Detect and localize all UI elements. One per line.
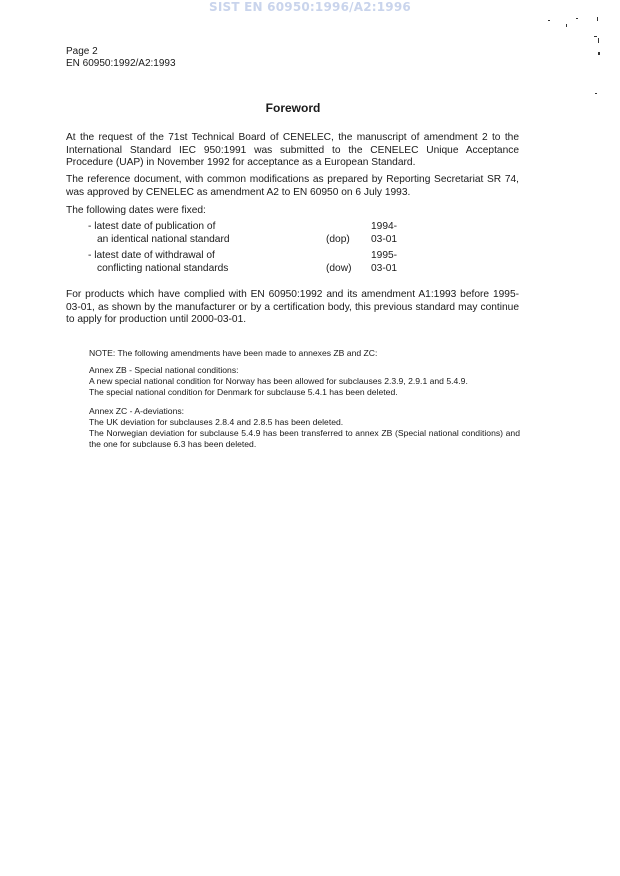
note-intro: NOTE: The following amendments have been made to annexes ZB and ZC: — [89, 348, 378, 358]
scan-mark — [598, 38, 599, 43]
date-description-line: - latest date of withdrawal of — [88, 250, 215, 261]
date-row-dow — [88, 250, 398, 275]
date-abbreviation: (dow) — [326, 262, 352, 274]
date-value: 1994-03-01 — [371, 221, 398, 245]
annex-item: The Norwegian deviation for subclause 5.4.9 has been transferred to annex ZB (Special national conditions) and the one for subclause 6.3 has been deleted. — [89, 428, 520, 449]
document-reference: EN 60950:1992/A2:1993 — [66, 58, 176, 69]
date-value: 1995-03-01 — [371, 250, 398, 274]
scan-mark — [548, 20, 550, 21]
paragraph-text: The reference document, with common modifications as prepared by Reporting Secretariat SR 74, was approved by CENELEC as amendment A2 to EN 60950 on 6 July 1993. — [66, 174, 519, 198]
paragraph-transition — [66, 289, 519, 327]
annex-heading: Annex ZB - Special national conditions: — [89, 365, 239, 375]
scan-mark — [566, 24, 567, 27]
date-description-line: an identical national standard — [97, 233, 230, 245]
date-row-dop — [88, 221, 398, 246]
paragraph-uap — [66, 132, 519, 170]
scan-mark — [597, 17, 598, 21]
annex-item: The special national condition for Denmark for subclause 5.4.1 has been deleted. — [89, 387, 398, 397]
paragraph-text: At the request of the 71st Technical Board of CENELEC, the manuscript of amendment 2 to the International Standard IEC 950:1991 was submitted to the CENELEC Unique Acceptance Procedure (UAP) in November 1992 for acceptance as a European Standard. — [66, 132, 519, 168]
date-description — [88, 221, 318, 246]
scan-mark — [576, 18, 578, 19]
date-description — [88, 250, 318, 275]
scan-mark — [594, 36, 597, 37]
watermark: SIST EN 60950:1996/A2:1996 — [209, 0, 411, 14]
annex-zb-block — [89, 365, 520, 398]
annex-zc-block — [89, 406, 520, 450]
page-number: Page 2 — [66, 46, 98, 57]
page-header — [66, 46, 176, 70]
page-title: Foreword — [265, 101, 321, 115]
paragraph-text: The following dates were fixed: — [66, 205, 206, 216]
annex-heading: Annex ZC - A-deviations: — [89, 406, 185, 416]
date-abbreviation: (dop) — [326, 233, 350, 245]
date-description-line: conflicting national standards — [97, 262, 229, 274]
annex-item: The UK deviation for subclauses 2.8.4 and 2.8.5 has been deleted. — [89, 417, 344, 427]
scan-mark — [595, 93, 597, 94]
scan-mark — [598, 52, 600, 55]
note-block — [89, 348, 520, 359]
paragraph-text: For products which have complied with EN 60950:1992 and its amendment A1:1993 before 1995-03-01, as shown by the manufacturer or by a certification body, this previous standard may continue to apply for production until 2000-03-01. — [66, 289, 519, 325]
paragraph-dates-intro — [66, 205, 519, 218]
paragraph-approval — [66, 174, 519, 199]
annex-item: A new special national condition for Norway has been allowed for subclauses 2.3.9, 2.9.1 and 5.4.9. — [89, 376, 468, 386]
date-description-line: - latest date of publication of — [88, 221, 216, 232]
